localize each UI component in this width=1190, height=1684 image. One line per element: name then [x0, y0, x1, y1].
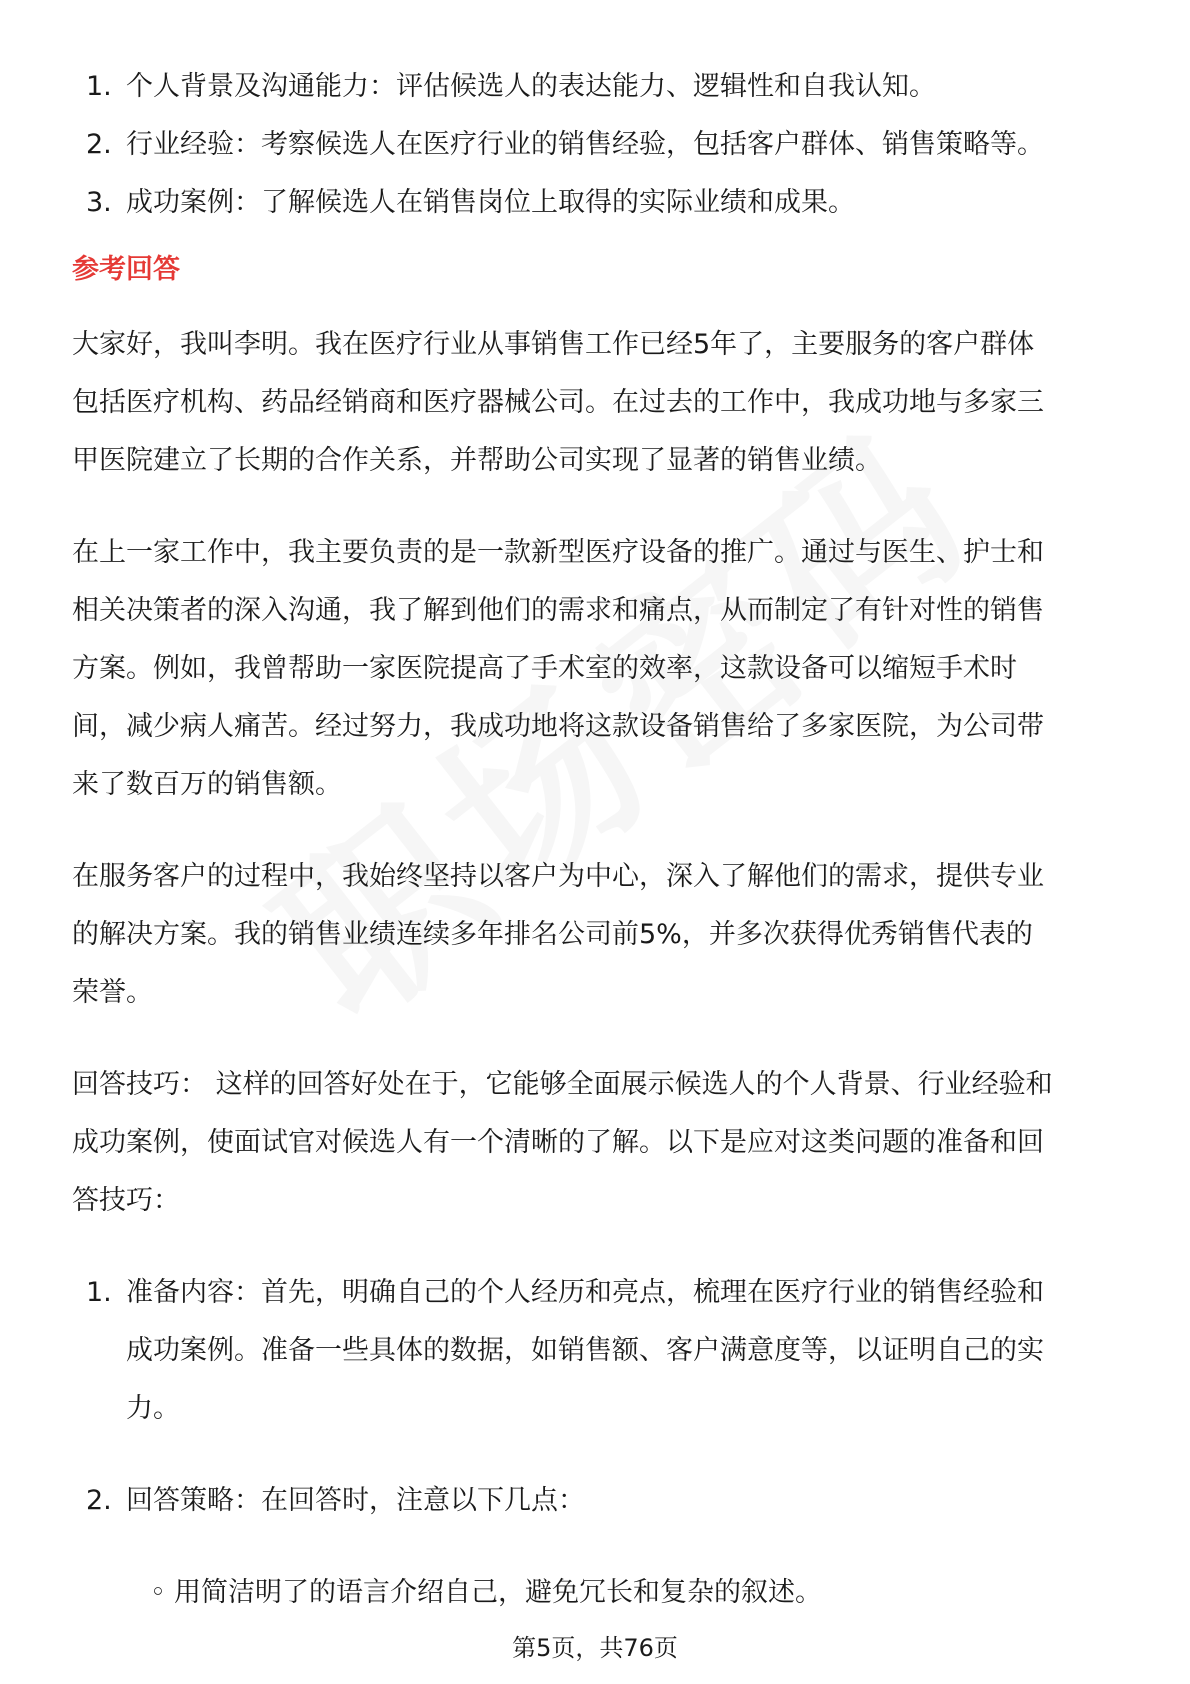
paragraph-tips [72, 1056, 1118, 1230]
text-line: 的解决方案。我的销售业绩连续多年排名公司前5%，并多次获得优秀销售代表的 [72, 919, 1033, 950]
text-line: 回答策略：在回答时，注意以下几点： [126, 1485, 585, 1516]
text-line: 来了数百万的销售额。 [72, 769, 342, 800]
text-line: 荣誉。 [72, 977, 153, 1008]
text-line: 在服务客户的过程中，我始终坚持以客户为中心，深入了解他们的需求，提供专业 [72, 861, 1044, 892]
sub-bullet-item [72, 1564, 1118, 1622]
text-line: 在上一家工作中，我主要负责的是一款新型医疗设备的推广。通过与医生、护士和 [72, 537, 1044, 568]
list-item [72, 174, 1118, 232]
text-line: 答技巧： [72, 1185, 180, 1216]
list-number: 1. [86, 1277, 112, 1308]
text-line: 成功案例，使面试官对候选人有一个清晰的了解。以下是应对这类问题的准备和回 [72, 1127, 1044, 1158]
text-line: 回答技巧： 这样的回答好处在于，它能够全面展示候选人的个人背景、行业经验和 [72, 1069, 1053, 1100]
text-line: 间，减少病人痛苦。经过努力，我成功地将这款设备销售给了多家医院，为公司带 [72, 711, 1044, 742]
list-text: 个人背景及沟通能力：评估候选人的表达能力、逻辑性和自我认知。 [126, 71, 936, 102]
list-item [72, 58, 1118, 116]
hollow-bullet-icon: ◦ [150, 1577, 166, 1608]
list-number: 2. [86, 129, 112, 160]
list-item [72, 1264, 1118, 1438]
text-line: 成功案例。准备一些具体的数据，如销售额、客户满意度等，以证明自己的实 [126, 1335, 1044, 1366]
list-text: 成功案例：了解候选人在销售岗位上取得的实际业绩和成果。 [126, 187, 855, 218]
paragraph-service [72, 848, 1118, 1022]
text-line: 甲医院建立了长期的合作关系，并帮助公司实现了显著的销售业绩。 [72, 445, 882, 476]
list-text: 行业经验：考察候选人在医疗行业的销售经验，包括客户群体、销售策略等。 [126, 129, 1044, 160]
paragraph-intro [72, 316, 1118, 490]
paragraph-experience [72, 524, 1118, 814]
list-number: 2. [86, 1485, 112, 1516]
bottom-numbered-list [72, 1264, 1118, 1530]
text-line: 方案。例如，我曾帮助一家医院提高了手术室的效率，这款设备可以缩短手术时 [72, 653, 1017, 684]
list-item [72, 116, 1118, 174]
page-number-footer: 第5页，共76页 [512, 1634, 678, 1662]
list-text: 用简洁明了的语言介绍自己，避免冗长和复杂的叙述。 [174, 1577, 822, 1608]
section-heading: 参考回答 [72, 254, 180, 285]
list-number: 1. [86, 71, 112, 102]
list-item [72, 1472, 1118, 1530]
top-numbered-list [72, 58, 1118, 232]
text-line: 大家好，我叫李明。我在医疗行业从事销售工作已经5年了，主要服务的客户群体 [72, 329, 1035, 360]
text-line: 力。 [126, 1393, 180, 1424]
list-number: 3. [86, 187, 112, 218]
text-line: 准备内容：首先，明确自己的个人经历和亮点，梳理在医疗行业的销售经验和 [126, 1277, 1044, 1308]
page-content [72, 58, 1118, 1622]
text-line: 包括医疗机构、药品经销商和医疗器械公司。在过去的工作中，我成功地与多家三 [72, 387, 1044, 418]
text-line: 相关决策者的深入沟通，我了解到他们的需求和痛点，从而制定了有针对性的销售 [72, 595, 1044, 626]
